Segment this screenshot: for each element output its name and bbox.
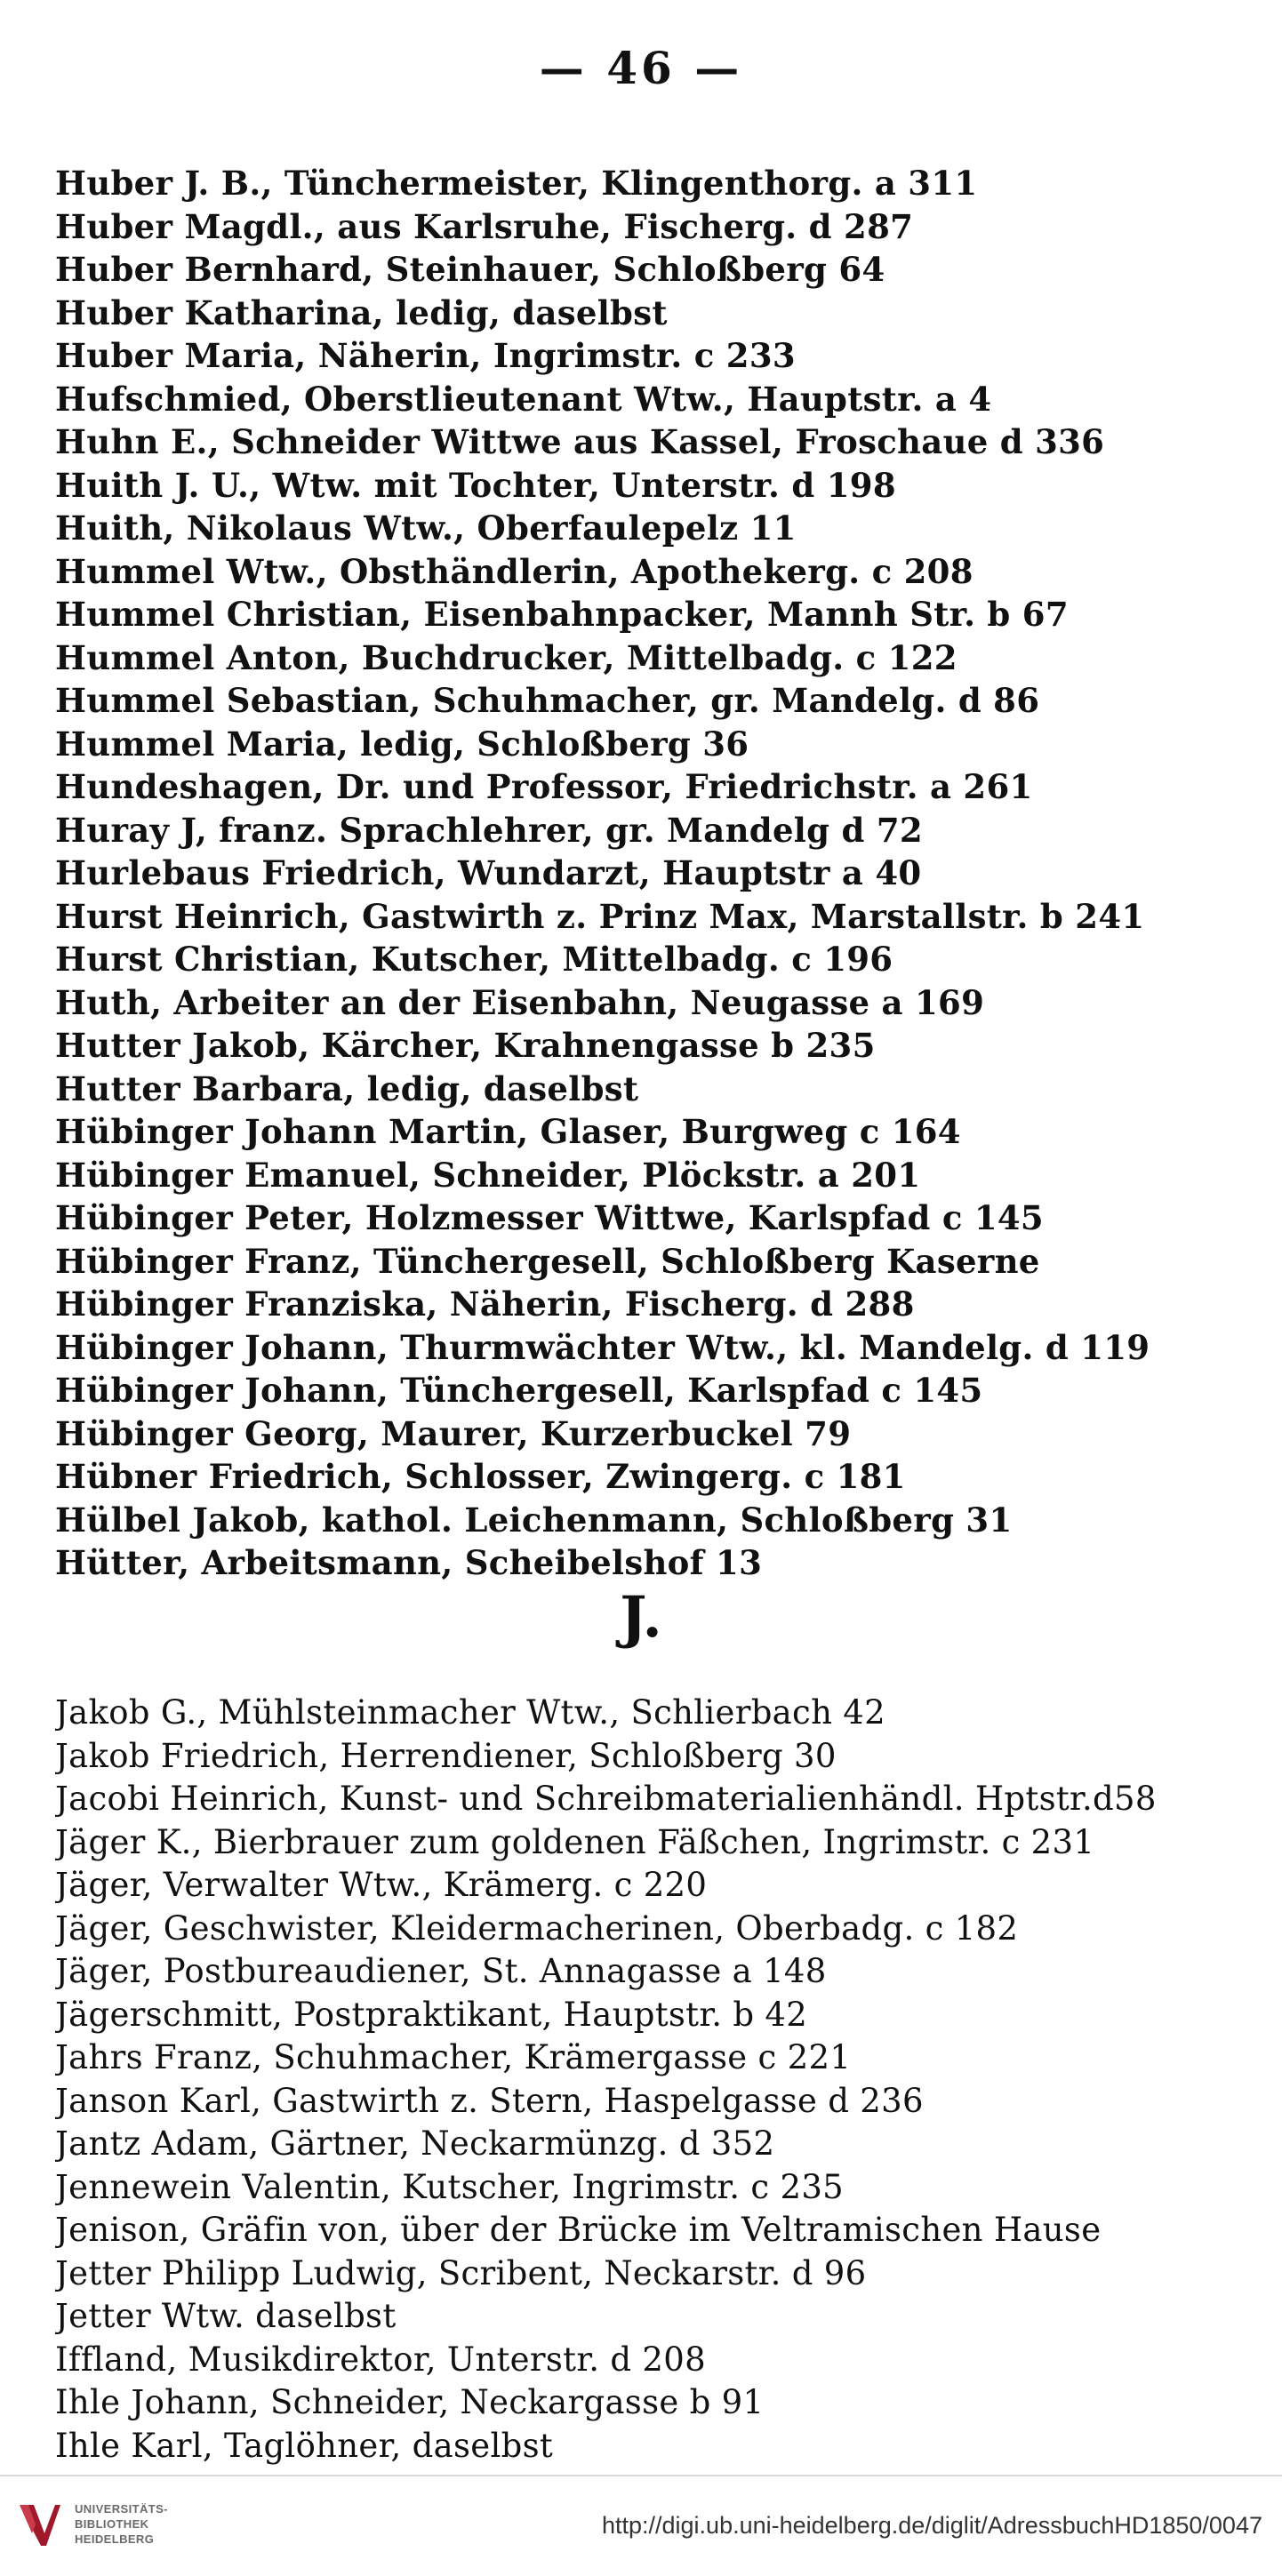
list-item: Jägerschmitt, Postpraktikant, Hauptstr. b 42: [55, 1995, 808, 2034]
list-item: Hübinger Franz, Tünchergesell, Schloßberg Kaserne: [55, 1241, 1040, 1281]
list-item: Hübinger Peter, Holzmesser Wittwe, Karlspfad c 145: [55, 1198, 1044, 1237]
list-item: Huber Katharina, ledig, daselbst: [55, 292, 668, 332]
footer-bar: [0, 2475, 1282, 2576]
list-item: Hundeshagen, Dr. und Professor, Friedrichstr. a 261: [55, 767, 1033, 806]
list-item: Huber J. B., Tünchermeister, Klingenthorg. a 311: [55, 164, 978, 203]
section-heading-j: J.: [620, 1584, 662, 1651]
source-url-link[interactable]: http://digi.ub.uni-heidelberg.de/diglit/AdressbuchHD1850/0047: [601, 2512, 1262, 2539]
list-item: Ihle Karl, Taglöhner, daselbst: [55, 2426, 554, 2465]
list-item: Hummel Anton, Buchdrucker, Mittelbadg. c 122: [55, 637, 957, 677]
entry-list-j: [55, 1692, 1238, 2468]
list-item: Jennewein Valentin, Kutscher, Ingrimstr. c 235: [55, 2167, 845, 2206]
list-item: Hübner Friedrich, Schlosser, Zwingerg. c 181: [55, 1457, 906, 1496]
list-item: Hurst Heinrich, Gastwirth z. Prinz Max, Marstallstr. b 241: [55, 896, 1145, 936]
list-item: Hübinger Johann Martin, Glaser, Burgweg c 164: [55, 1112, 961, 1151]
list-item: Janson Karl, Gastwirth z. Stern, Haspelgasse d 236: [55, 2081, 924, 2120]
list-item: Huber Bernhard, Steinhauer, Schloßberg 64: [55, 250, 885, 289]
list-item: Huith J. U., Wtw. mit Tochter, Unterstr. d 198: [55, 465, 896, 505]
list-item: Jacobi Heinrich, Kunst- und Schreibmaterialienhändl. Hptstr.d58: [55, 1780, 1157, 1818]
library-wordmark: [75, 2501, 168, 2547]
list-item: Iffland, Musikdirektor, Unterstr. d 208: [55, 2340, 706, 2379]
list-item: Hübinger Georg, Maurer, Kurzerbuckel 79: [55, 1413, 852, 1453]
wordmark-line: HEIDELBERG: [75, 2532, 155, 2546]
list-item: Hummel Sebastian, Schuhmacher, gr. Mandelg. d 86: [55, 681, 1040, 720]
entry-list-h: [55, 162, 1238, 1585]
list-item: Huray J, franz. Sprachlehrer, gr. Mandelg d 72: [55, 810, 923, 850]
list-item: Hummel Wtw., Obsthändlerin, Apothekerg. c 208: [55, 551, 974, 591]
list-item: Hülbel Jakob, kathol. Leichenmann, Schloßberg 31: [55, 1500, 1013, 1540]
list-item: Hübinger Emanuel, Schneider, Plöckstr. a 201: [55, 1155, 921, 1195]
list-item: Huber Maria, Näherin, Ingrimstr. c 233: [55, 336, 796, 375]
list-item: Hurlebaus Friedrich, Wundarzt, Hauptstr a 40: [55, 853, 922, 892]
list-item: Huth, Arbeiter an der Eisenbahn, Neugasse a 169: [55, 982, 985, 1022]
list-item: Jäger K., Bierbrauer zum goldenen Fäßchen, Ingrimstr. c 231: [55, 1822, 1095, 1861]
list-item: Jakob G., Mühlsteinmacher Wtw., Schlierbach 42: [55, 1693, 885, 1732]
list-item: Hübinger Johann, Thurmwächter Wtw., kl. Mandelg. d 119: [55, 1327, 1150, 1367]
list-item: Jäger, Geschwister, Kleidermacherinen, Oberbadg. c 182: [55, 1908, 1019, 1948]
list-item: Hübinger Franziska, Näherin, Fischerg. d 288: [55, 1284, 915, 1324]
list-item: Hutter Jakob, Kärcher, Krahnengasse b 235: [55, 1026, 876, 1065]
list-item: Jäger, Postbureaudiener, St. Annagasse a 148: [55, 1952, 827, 1990]
university-library-logo-icon: [16, 2498, 64, 2551]
list-item: Hurst Christian, Kutscher, Mittelbadg. c 196: [55, 940, 893, 979]
list-item: Huith, Nikolaus Wtw., Oberfaulepelz 11: [55, 508, 797, 548]
list-item: Hübinger Johann, Tünchergesell, Karlspfad c 145: [55, 1371, 983, 1410]
list-item: Jahrs Franz, Schuhmacher, Krämergasse c 221: [55, 2038, 852, 2076]
list-item: Huber Magdl., aus Karlsruhe, Fischerg. d 287: [55, 206, 914, 246]
list-item: Hummel Maria, ledig, Schloßberg 36: [55, 724, 749, 764]
list-item: Jenison, Gräfin von, über der Brücke im Veltramischen Hause: [55, 2211, 1102, 2249]
list-item: Hufschmied, Oberstlieutenant Wtw., Hauptstr. a 4: [55, 379, 992, 419]
list-item: Jantz Adam, Gärtner, Neckarmünzg. d 352: [55, 2124, 775, 2163]
list-item: Jetter Wtw. daselbst: [55, 2297, 397, 2335]
list-item: Ihle Johann, Schneider, Neckargasse b 91: [55, 2383, 765, 2421]
list-item: Jetter Philipp Ludwig, Scribent, Neckarstr. d 96: [55, 2253, 867, 2292]
list-item: Hummel Christian, Eisenbahnpacker, Mannh Str. b 67: [55, 595, 1069, 634]
list-item: Hutter Barbara, ledig, daselbst: [55, 1068, 639, 1108]
wordmark-line: BIBLIOTHEK: [75, 2517, 149, 2531]
page-number: — 46 —: [539, 42, 743, 94]
wordmark-line: UNIVERSITÄTS-: [75, 2502, 168, 2516]
list-item: Jäger, Verwalter Wtw., Krämerg. c 220: [55, 1866, 708, 1904]
list-item: Jakob Friedrich, Herrendiener, Schloßberg 30: [55, 1736, 837, 1775]
list-item: Hütter, Arbeitsmann, Scheibelshof 13: [55, 1543, 763, 1582]
list-item: Huhn E., Schneider Wittwe aus Kassel, Froschaue d 336: [55, 422, 1105, 461]
